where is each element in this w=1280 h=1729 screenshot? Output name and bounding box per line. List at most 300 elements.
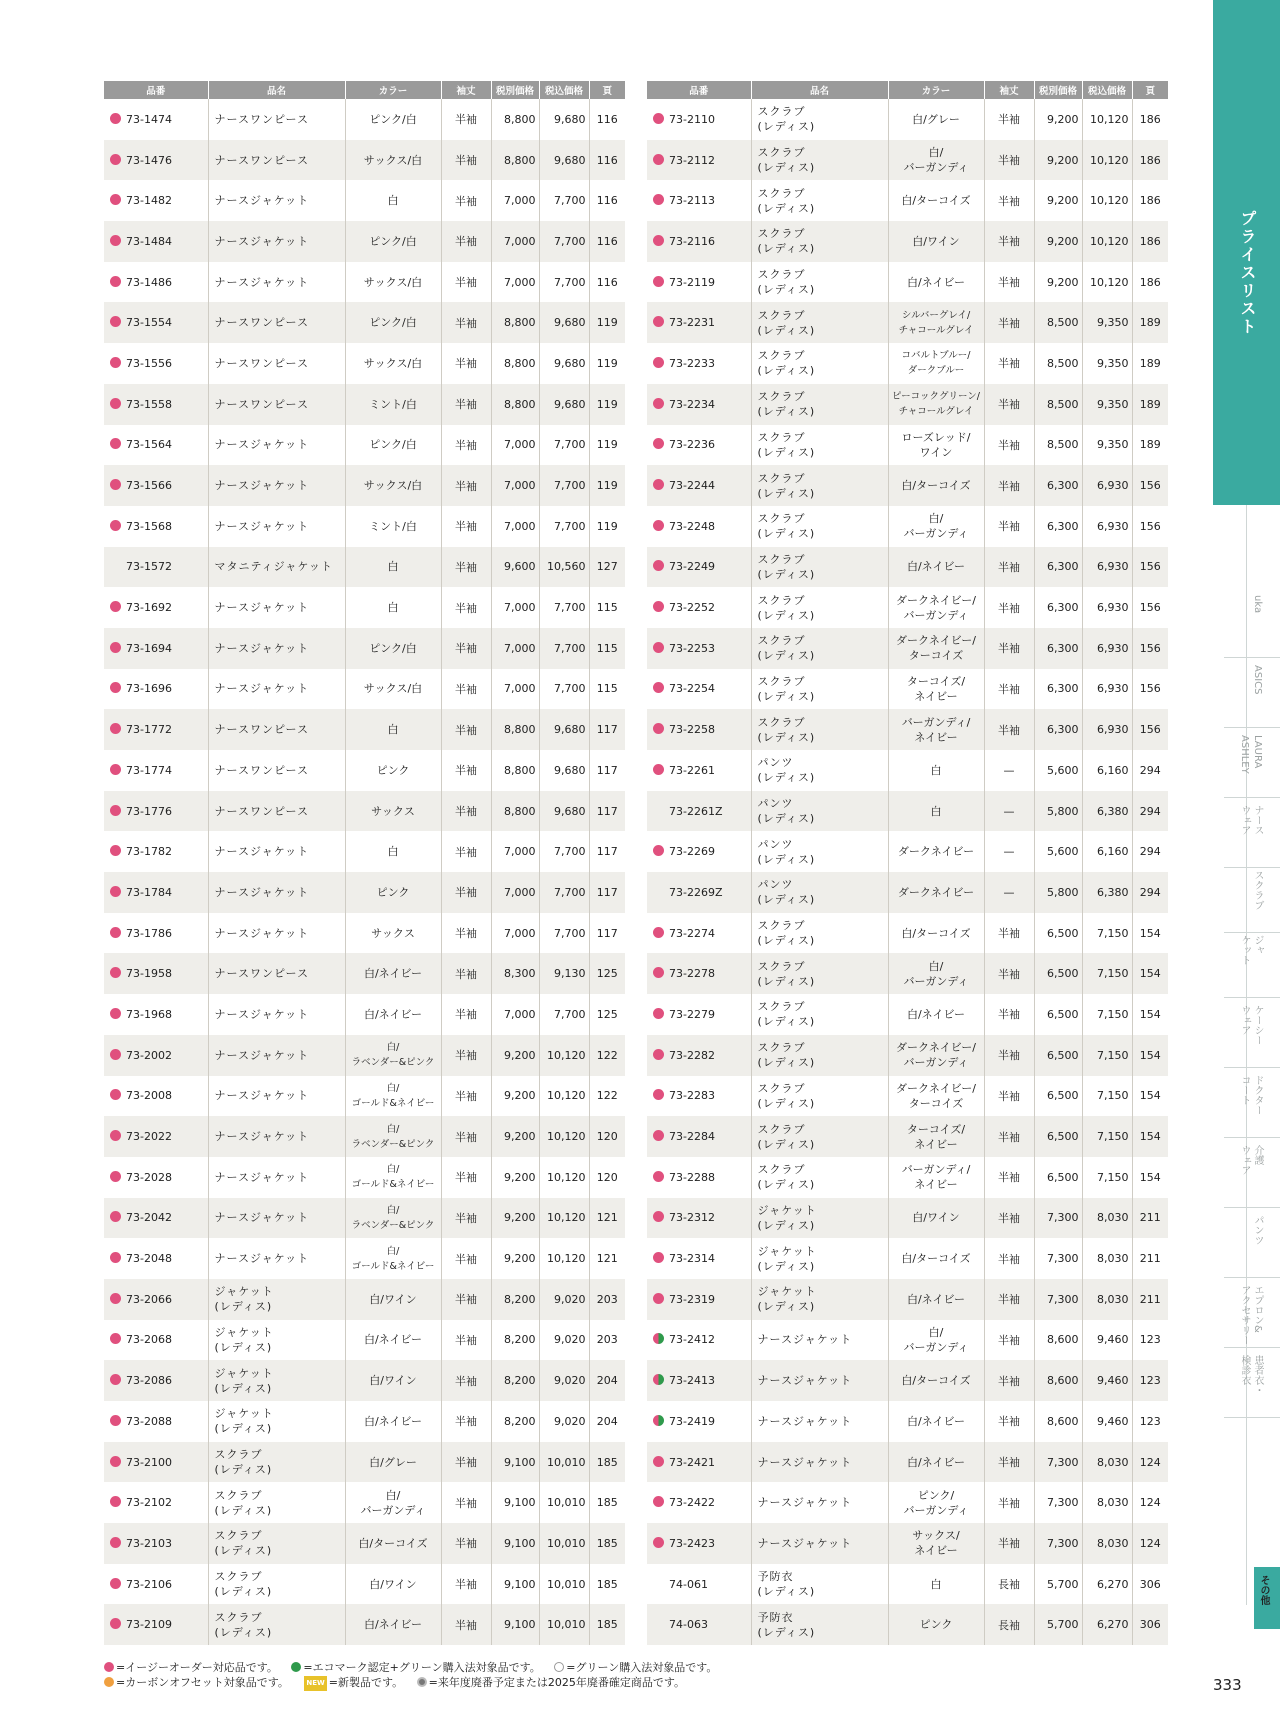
product-color: 白/ ラベンダー&ピンク xyxy=(345,1116,441,1157)
product-code-cell xyxy=(647,465,751,506)
sleeve-length: 半袖 xyxy=(441,1198,491,1239)
sidebar-item[interactable]: 患者衣・ 検診衣 xyxy=(1239,1355,1263,1395)
header-code: 品番 xyxy=(647,81,751,99)
table-row xyxy=(104,343,625,384)
product-code-cell xyxy=(647,1198,751,1239)
product-code: 73-2088 xyxy=(126,1414,172,1428)
product-code-cell xyxy=(104,302,208,343)
price-incl-tax: 9,680 xyxy=(539,384,589,425)
table-row xyxy=(104,791,625,832)
sleeve-length: 半袖 xyxy=(984,180,1034,221)
easy-order-icon xyxy=(653,642,664,653)
table-row xyxy=(647,709,1168,750)
sleeve-length: 半袖 xyxy=(441,1360,491,1401)
header-color: カラー xyxy=(345,81,441,99)
easy-order-icon xyxy=(110,967,121,978)
easy-order-icon xyxy=(110,927,121,938)
product-name: ナースジャケット xyxy=(208,587,345,628)
price-incl-tax: 10,120 xyxy=(1082,180,1132,221)
product-code: 73-2278 xyxy=(669,967,715,981)
header-name: 品名 xyxy=(751,81,888,99)
product-code: 73-2248 xyxy=(669,519,715,533)
sidebar-item[interactable]: パンツ xyxy=(1252,1215,1263,1245)
table-row xyxy=(104,506,625,547)
table-row xyxy=(104,1482,625,1523)
product-color: 白/ネイビー xyxy=(345,1604,441,1645)
sleeve-length: 半袖 xyxy=(984,709,1034,750)
sleeve-length: 半袖 xyxy=(441,1604,491,1645)
price-incl-tax: 7,700 xyxy=(539,913,589,954)
sleeve-length: 半袖 xyxy=(441,140,491,181)
price-excl-tax: 7,300 xyxy=(1034,1238,1082,1279)
product-code-cell xyxy=(104,221,208,262)
catalog-page: 189 xyxy=(1139,438,1161,452)
price-excl-tax: 5,700 xyxy=(1034,1604,1082,1645)
product-code: 73-1782 xyxy=(126,845,172,859)
price-excl-tax: 6,500 xyxy=(1034,1035,1082,1076)
product-color: バーガンディ/ ネイビー xyxy=(888,1157,984,1198)
product-name: スクラブ (レディス) xyxy=(751,425,888,466)
catalog-page: 154 xyxy=(1132,953,1168,994)
product-name: スクラブ (レディス) xyxy=(751,1035,888,1076)
product-name: ジャケット (レディス) xyxy=(751,1279,888,1320)
price-incl-tax: 6,380 xyxy=(1082,791,1132,832)
product-code-cell xyxy=(104,99,208,140)
product-code: 73-1564 xyxy=(126,438,172,452)
price-excl-tax: 5,700 xyxy=(1034,1564,1082,1605)
product-code: 73-1476 xyxy=(126,153,172,167)
price-incl-tax: 9,680 xyxy=(539,791,589,832)
price-incl-tax: 7,150 xyxy=(1082,953,1132,994)
product-name: スクラブ (レディス) xyxy=(751,343,888,384)
table-row xyxy=(104,221,625,262)
sleeve-length: 半袖 xyxy=(441,262,491,303)
product-code: 73-1474 xyxy=(126,112,172,126)
catalog-page: 121 xyxy=(596,1252,618,1266)
sleeve-length: 半袖 xyxy=(441,831,491,872)
product-name: スクラブ (レディス) xyxy=(751,709,888,750)
table-row xyxy=(104,669,625,710)
product-code: 73-1566 xyxy=(126,479,172,493)
product-name: ナースジャケット xyxy=(208,669,345,710)
price-excl-tax: 6,500 xyxy=(1034,953,1082,994)
table-row xyxy=(104,1116,625,1157)
product-code-cell xyxy=(104,628,208,669)
table-row xyxy=(104,180,625,221)
easy-order-icon xyxy=(653,845,664,856)
product-name: ナースジャケット xyxy=(208,425,345,466)
product-name: パンツ (レディス) xyxy=(751,831,888,872)
catalog-page: 119 xyxy=(596,519,618,533)
sleeve-length: 半袖 xyxy=(441,953,491,994)
catalog-page: 116 xyxy=(596,275,618,289)
catalog-page: 189 xyxy=(1132,384,1168,425)
sidebar-separator xyxy=(1224,1347,1280,1348)
sleeve-length: 半袖 xyxy=(441,791,491,832)
easy-order-icon xyxy=(653,1293,664,1304)
product-code-cell xyxy=(104,1564,208,1605)
table-row xyxy=(647,913,1168,954)
easy-order-icon xyxy=(653,520,664,531)
catalog-page: 204 xyxy=(589,1360,625,1401)
product-name: ナースジャケット xyxy=(208,628,345,669)
table-row xyxy=(104,384,625,425)
easy-order-icon xyxy=(653,764,664,775)
price-incl-tax: 9,350 xyxy=(1082,425,1132,466)
price-incl-tax: 9,350 xyxy=(1082,302,1132,343)
easy-order-icon xyxy=(110,1171,121,1182)
table-row xyxy=(647,669,1168,710)
price-excl-tax: 7,000 xyxy=(491,180,539,221)
product-code-cell xyxy=(647,140,751,181)
product-name: ナースワンピース xyxy=(208,953,345,994)
price-incl-tax: 10,120 xyxy=(539,1116,589,1157)
table-row xyxy=(647,1442,1168,1483)
product-color: 白/ターコイズ xyxy=(888,465,984,506)
product-color: 白 xyxy=(345,709,441,750)
product-color: コバルトブルー/ ダークブルー xyxy=(888,343,984,384)
sleeve-length: 半袖 xyxy=(441,709,491,750)
sidebar-separator xyxy=(1224,727,1280,728)
sleeve-length: 半袖 xyxy=(441,221,491,262)
product-code-cell xyxy=(647,1564,751,1605)
legend-eco-mark: =エコマーク認定+グリーン購入法対象品です。 xyxy=(303,1661,541,1674)
table-row xyxy=(647,1604,1168,1645)
product-code-cell xyxy=(104,140,208,181)
product-name: ナースジャケット xyxy=(208,1238,345,1279)
easy-order-icon xyxy=(653,276,664,287)
table-row xyxy=(104,1604,625,1645)
table-row xyxy=(104,99,625,140)
price-excl-tax: 8,600 xyxy=(1034,1401,1082,1442)
product-name: スクラブ (レディス) xyxy=(751,547,888,588)
product-code-cell xyxy=(104,465,208,506)
price-incl-tax: 7,700 xyxy=(539,587,589,628)
sleeve-length: 半袖 xyxy=(441,750,491,791)
eco-easy-order-icon xyxy=(653,1333,664,1344)
sleeve-length: 半袖 xyxy=(984,1360,1034,1401)
table-row xyxy=(104,1238,625,1279)
product-name: ナースワンピース xyxy=(208,99,345,140)
price-incl-tax: 7,150 xyxy=(1082,994,1132,1035)
sleeve-length: 半袖 xyxy=(441,913,491,954)
catalog-page: 115 xyxy=(589,628,625,669)
catalog-page: 185 xyxy=(589,1523,625,1564)
price-incl-tax: 6,930 xyxy=(1082,465,1132,506)
easy-order-icon xyxy=(653,1049,664,1060)
price-excl-tax: 7,300 xyxy=(1034,1482,1082,1523)
price-incl-tax: 8,030 xyxy=(1082,1238,1132,1279)
product-code-cell xyxy=(647,221,751,262)
sidebar-item[interactable]: ケーシー ウェア xyxy=(1239,1005,1263,1045)
sleeve-length: 半袖 xyxy=(984,221,1034,262)
table-row xyxy=(104,913,625,954)
product-code-cell xyxy=(647,994,751,1035)
sleeve-length: 半袖 xyxy=(984,1035,1034,1076)
sleeve-length: 半袖 xyxy=(984,913,1034,954)
price-incl-tax: 7,700 xyxy=(539,221,589,262)
product-code: 73-2231 xyxy=(669,316,715,330)
product-color: 白/ネイビー xyxy=(345,1401,441,1442)
catalog-page: 156 xyxy=(1139,682,1161,696)
product-code: 73-2283 xyxy=(669,1089,715,1103)
product-name: スクラブ (レディス) xyxy=(751,506,888,547)
product-code: 73-2314 xyxy=(669,1252,715,1266)
easy-order-icon xyxy=(653,154,664,165)
price-excl-tax: 7,300 xyxy=(1034,1279,1082,1320)
sidebar-item[interactable]: ジャ ケット xyxy=(1239,935,1263,965)
price-incl-tax: 6,160 xyxy=(1082,831,1132,872)
table-header xyxy=(647,81,1168,99)
product-color: ピンク/ バーガンディ xyxy=(888,1482,984,1523)
product-code: 73-1696 xyxy=(126,682,172,696)
product-code: 73-1482 xyxy=(126,194,172,208)
product-code: 73-1558 xyxy=(126,397,172,411)
product-color: 白/ ゴールド&ネイビー xyxy=(345,1157,441,1198)
product-code-cell xyxy=(647,99,751,140)
product-code: 73-2028 xyxy=(126,1170,172,1184)
catalog-page: 123 xyxy=(1139,1333,1161,1347)
price-excl-tax: 8,600 xyxy=(1034,1360,1082,1401)
price-excl-tax: 6,500 xyxy=(1034,1157,1082,1198)
easy-order-icon xyxy=(653,1456,664,1467)
product-code-cell xyxy=(647,384,751,425)
product-code-cell xyxy=(104,994,208,1035)
price-excl-tax: 7,300 xyxy=(1034,1198,1082,1239)
price-table-left xyxy=(104,81,625,1645)
sidebar-item[interactable]: 介護 ウェア xyxy=(1239,1145,1263,1175)
product-name: ナースジャケット xyxy=(208,1157,345,1198)
catalog-page: 115 xyxy=(596,682,618,696)
product-color: 白/ バーガンディ xyxy=(888,506,984,547)
product-code: 73-1968 xyxy=(126,1007,172,1021)
easy-order-icon xyxy=(653,1130,664,1141)
easy-order-icon xyxy=(653,967,664,978)
table-row xyxy=(104,872,625,913)
price-incl-tax: 10,120 xyxy=(1082,221,1132,262)
table-row xyxy=(647,1360,1168,1401)
product-code: 73-2234 xyxy=(669,397,715,411)
catalog-page: 123 xyxy=(1132,1360,1168,1401)
price-excl-tax: 8,800 xyxy=(491,343,539,384)
sidebar-item[interactable]: uka xyxy=(1252,595,1263,614)
table-row xyxy=(104,302,625,343)
sidebar-item[interactable]: ASICS xyxy=(1252,665,1263,695)
sidebar-separator xyxy=(1224,1067,1280,1068)
price-excl-tax: 5,600 xyxy=(1034,750,1082,791)
easy-order-icon xyxy=(653,398,664,409)
price-incl-tax: 10,120 xyxy=(539,1076,589,1117)
catalog-page: 154 xyxy=(1139,1089,1161,1103)
table-row xyxy=(647,506,1168,547)
product-code-cell xyxy=(104,709,208,750)
easy-order-icon xyxy=(110,276,121,287)
header-price: 税別価格 xyxy=(1034,81,1082,99)
product-color: 白/ バーガンディ xyxy=(888,953,984,994)
price-incl-tax: 10,120 xyxy=(539,1238,589,1279)
product-code-cell xyxy=(104,913,208,954)
catalog-page: 119 xyxy=(589,384,625,425)
price-incl-tax: 9,680 xyxy=(539,343,589,384)
product-code-cell xyxy=(647,669,751,710)
table-row xyxy=(104,1442,625,1483)
catalog-page: 117 xyxy=(596,926,618,940)
sleeve-length: 半袖 xyxy=(441,1076,491,1117)
price-excl-tax: 8,200 xyxy=(491,1360,539,1401)
sleeve-length: 半袖 xyxy=(441,1157,491,1198)
price-excl-tax: 9,100 xyxy=(491,1442,539,1483)
product-name: スクラブ (レディス) xyxy=(751,913,888,954)
product-code: 73-2066 xyxy=(126,1292,172,1306)
product-code-cell xyxy=(647,831,751,872)
sidebar-separator xyxy=(1224,657,1280,658)
product-code-cell xyxy=(647,1320,751,1361)
sleeve-length: 半袖 xyxy=(984,343,1034,384)
price-incl-tax: 9,130 xyxy=(539,953,589,994)
price-incl-tax: 8,030 xyxy=(1082,1482,1132,1523)
product-code-cell xyxy=(647,547,751,588)
sidebar-item[interactable]: エプロン& アクセサリー xyxy=(1239,1285,1263,1345)
sleeve-length: 半袖 xyxy=(441,628,491,669)
easy-order-icon xyxy=(653,1211,664,1222)
product-code-cell xyxy=(647,628,751,669)
price-excl-tax: 6,300 xyxy=(1034,587,1082,628)
header-price: 税別価格 xyxy=(491,81,539,99)
catalog-page: 115 xyxy=(596,601,618,615)
table-row xyxy=(104,628,625,669)
table-row xyxy=(647,99,1168,140)
product-color: 白/グレー xyxy=(888,99,984,140)
product-code: 73-2048 xyxy=(126,1252,172,1266)
price-incl-tax: 9,680 xyxy=(539,99,589,140)
product-code-cell xyxy=(647,1442,751,1483)
table-row xyxy=(647,547,1168,588)
table-row xyxy=(647,343,1168,384)
product-name: ジャケット (レディス) xyxy=(208,1401,345,1442)
table-row xyxy=(647,791,1168,832)
product-name: スクラブ (レディス) xyxy=(751,953,888,994)
table-row xyxy=(647,302,1168,343)
catalog-page: 117 xyxy=(589,791,625,832)
easy-order-icon xyxy=(653,1171,664,1182)
product-color: 白/ターコイズ xyxy=(888,1360,984,1401)
product-name: スクラブ (レディス) xyxy=(208,1523,345,1564)
product-name: ナースジャケット xyxy=(208,994,345,1035)
sleeve-length: 半袖 xyxy=(441,384,491,425)
product-code: 73-2008 xyxy=(126,1089,172,1103)
product-name: ナースワンピース xyxy=(208,384,345,425)
price-excl-tax: 9,100 xyxy=(491,1604,539,1645)
product-code-cell xyxy=(104,1401,208,1442)
product-code: 73-2312 xyxy=(669,1211,715,1225)
sidebar-title: プライスリスト xyxy=(1238,210,1257,336)
product-code-cell xyxy=(647,750,751,791)
product-name: ナースジャケット xyxy=(208,506,345,547)
product-name: スクラブ (レディス) xyxy=(751,262,888,303)
eco-easy-order-icon xyxy=(653,1374,664,1385)
catalog-page: 185 xyxy=(589,1442,625,1483)
sleeve-length: 半袖 xyxy=(441,506,491,547)
product-code-cell xyxy=(647,587,751,628)
product-code-cell xyxy=(104,547,208,588)
product-code: 73-1774 xyxy=(126,763,172,777)
price-excl-tax: 7,000 xyxy=(491,465,539,506)
product-code: 73-2261 xyxy=(669,763,715,777)
catalog-page: 124 xyxy=(1139,1496,1161,1510)
sleeve-length: 半袖 xyxy=(441,425,491,466)
sidebar-item[interactable]: その他 xyxy=(1258,1575,1269,1605)
price-incl-tax: 9,020 xyxy=(539,1401,589,1442)
legend-easy-order: =イージーオーダー対応品です。 xyxy=(116,1661,278,1674)
product-color: 白/ターコイズ xyxy=(345,1523,441,1564)
price-excl-tax: 9,200 xyxy=(1034,262,1082,303)
sleeve-length: 半袖 xyxy=(984,262,1034,303)
sidebar-item[interactable]: ナース ウェア xyxy=(1239,805,1263,835)
easy-order-icon xyxy=(110,845,121,856)
product-name: スクラブ (レディス) xyxy=(751,221,888,262)
product-name: ジャケット (レディス) xyxy=(208,1279,345,1320)
price-excl-tax: 6,300 xyxy=(1034,709,1082,750)
easy-order-icon xyxy=(653,1252,664,1263)
price-excl-tax: 7,000 xyxy=(491,628,539,669)
easy-order-icon xyxy=(653,927,664,938)
product-name: スクラブ (レディス) xyxy=(751,1116,888,1157)
product-code: 73-2106 xyxy=(126,1577,172,1591)
product-code: 73-2253 xyxy=(669,641,715,655)
sidebar-item[interactable]: スクラブ xyxy=(1252,870,1263,910)
sidebar-item[interactable]: ドクター コート xyxy=(1239,1075,1263,1115)
price-incl-tax: 9,020 xyxy=(539,1360,589,1401)
table-row xyxy=(647,1076,1168,1117)
price-excl-tax: 9,200 xyxy=(491,1076,539,1117)
sleeve-length: 半袖 xyxy=(984,465,1034,506)
product-code-cell xyxy=(647,302,751,343)
sidebar-item[interactable]: LAURA ASHLEY xyxy=(1239,735,1263,774)
catalog-page: 121 xyxy=(589,1198,625,1239)
easy-order-icon xyxy=(110,154,121,165)
product-color: 白/ ゴールド&ネイビー xyxy=(345,1238,441,1279)
product-code: 73-2269 xyxy=(669,845,715,859)
price-excl-tax: 9,100 xyxy=(491,1523,539,1564)
catalog-page: 294 xyxy=(1132,791,1168,832)
easy-order-icon xyxy=(110,113,121,124)
sleeve-length: 半袖 xyxy=(984,1523,1034,1564)
product-code-cell xyxy=(647,1035,751,1076)
header-tax-price: 税込価格 xyxy=(539,81,589,99)
product-color: ピンク/白 xyxy=(345,628,441,669)
product-code-cell xyxy=(647,953,751,994)
product-code-cell xyxy=(647,180,751,221)
product-code: 73-2319 xyxy=(669,1292,715,1306)
price-incl-tax: 7,700 xyxy=(539,465,589,506)
easy-order-icon xyxy=(110,723,121,734)
price-excl-tax: 8,800 xyxy=(491,384,539,425)
product-name: スクラブ (レディス) xyxy=(208,1482,345,1523)
sleeve-length: 半袖 xyxy=(441,180,491,221)
price-excl-tax: 8,200 xyxy=(491,1320,539,1361)
sleeve-length: 半袖 xyxy=(441,994,491,1035)
price-excl-tax: 5,600 xyxy=(1034,831,1082,872)
catalog-page: 119 xyxy=(589,302,625,343)
sleeve-length: 半袖 xyxy=(984,506,1034,547)
product-code-cell xyxy=(104,343,208,384)
price-excl-tax: 5,800 xyxy=(1034,791,1082,832)
table-row xyxy=(104,831,625,872)
price-excl-tax: 7,000 xyxy=(491,221,539,262)
product-color: 白 xyxy=(345,831,441,872)
product-name: ジャケット (レディス) xyxy=(208,1360,345,1401)
price-incl-tax: 7,700 xyxy=(539,180,589,221)
